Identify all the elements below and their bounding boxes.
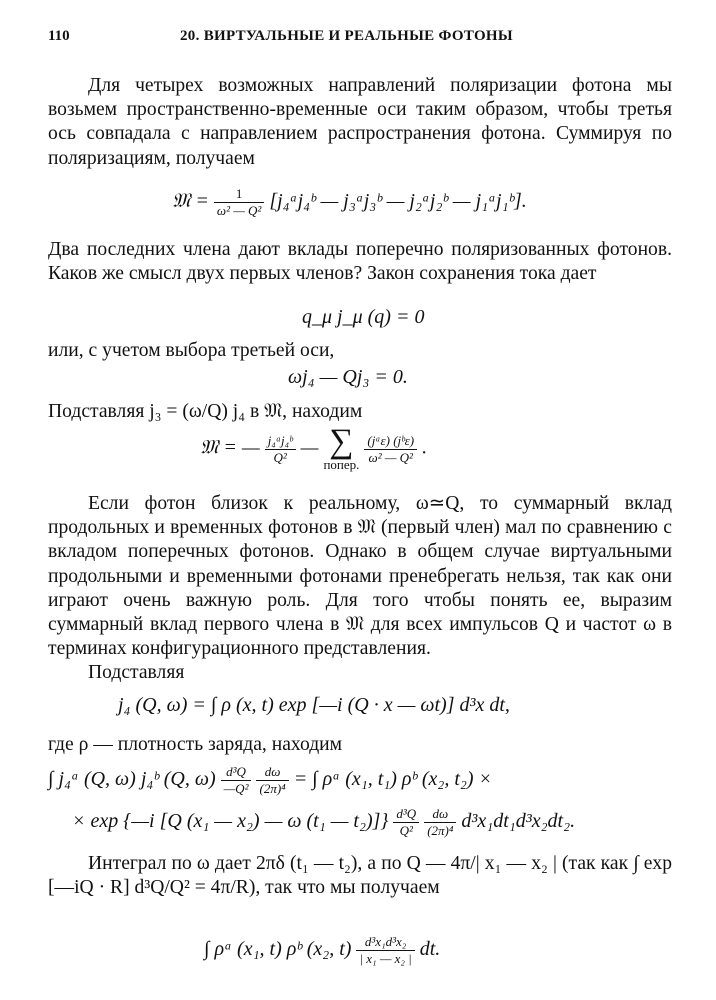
- numerator: d³x₁d³x₂: [356, 934, 414, 951]
- fraction-transverse: [364, 433, 417, 466]
- formula-rhs: [j₄ᵃj₄ᵇ — j₃ᵃj₃ᵇ — j₂ᵃj₂ᵇ — j₁ᵃj₁ᵇ].: [269, 190, 527, 213]
- fraction: [214, 186, 264, 219]
- denominator: (2π)⁴: [427, 823, 454, 838]
- fraction: [356, 934, 414, 967]
- numerator: dω: [424, 806, 456, 823]
- paragraph-polarization: Для четырех возможных направлений поляризации фотона мы возьмем пространственно-временные оси таким образом, чтобы третья ось совпадала с направлением распространения фотона. Суммируя по поляризациям, получаем: [48, 75, 672, 169]
- running-title: 20. ВИРТУАЛЬНЫЕ И РЕАЛЬНЫЕ ФОТОНЫ: [180, 28, 513, 44]
- numerator: j₄ᵃj₄ᵇ: [265, 433, 296, 450]
- numerator: 1: [214, 186, 264, 203]
- paragraph-substituting-2: Подставляя: [88, 662, 185, 683]
- formula-m-sum-polarizations: [172, 186, 527, 219]
- formula-part: dt.: [419, 938, 441, 961]
- sum-transverse: [323, 423, 360, 472]
- sigma-symbol: ∑: [329, 423, 354, 460]
- paragraph-real-photon: Если фотон близок к реальному, ω≃Q, то суммарный вклад продольных и временных фотонов в 𝔐 (первый член) мал по сравнению с вкладом поперечных фотонов. Однако в общем случае виртуальными продольными и временными фотонами пренебрегать нельзя, так как они играют очень важную роль. Для того чтобы понять ее, выразим суммарный вклад первого члена в 𝔐 для всех импульсов Q и частот ω в терминах конфигурационного представления.: [48, 493, 672, 660]
- formula-lhs: 𝔐 =: [172, 190, 214, 213]
- formula-part: ∫ j₄ᵃ (Q, ω) j₄ᵇ (Q, ω): [48, 768, 221, 791]
- fraction: [256, 764, 288, 797]
- sum-subscript: попер.: [323, 457, 360, 472]
- formula-lhs: 𝔐 = —: [200, 436, 260, 459]
- paragraph-integral-omega: Интеграл по ω дает 2πδ (t₁ — t₂), а по Q — 4π/| x₁ — x₂ | (так как ∫ exp [—iQ · R] d³Q/Q² = 4π/R), так что мы получаем: [48, 853, 672, 899]
- running-header: [48, 28, 676, 52]
- fraction-longitudinal: [265, 433, 296, 466]
- minus-sign: —: [300, 436, 324, 459]
- numerator: (jᵃε) (jᵇε): [364, 433, 417, 450]
- denominator: ω² — Q²: [368, 449, 413, 465]
- formula-part: ∫ ρᵃ (x₁, t) ρᵇ (x₂, t): [204, 938, 357, 961]
- formula-integral-line1: [48, 764, 492, 797]
- formula-final: [204, 934, 440, 967]
- page-number: 110: [48, 28, 70, 44]
- paragraph-third-axis: или, с учетом выбора третьей оси,: [48, 340, 335, 361]
- denominator: (2π)⁴: [259, 781, 286, 796]
- numerator: d³Q: [221, 764, 252, 781]
- formula-third-axis: ωj₄ — Qj₃ = 0.: [288, 366, 408, 388]
- formula-j4-fourier: j₄ (Q, ω) = ∫ ρ (x, t) exp [—i (Q · x — ωt)] d³x dt,: [118, 694, 510, 716]
- fraction: [393, 806, 419, 839]
- fraction: [424, 806, 456, 839]
- paragraph-substituting: Подставляя j₃ = (ω/Q) j₄ в 𝔐, находим: [48, 401, 363, 422]
- denominator: ω² — Q²: [216, 203, 262, 218]
- fraction: [221, 764, 252, 797]
- denominator: Q²: [399, 823, 413, 838]
- denominator: | x₁ — x₂ |: [359, 951, 412, 966]
- paragraph-transverse: Два последних члена дают вклады поперечно поляризованных фотонов. Каков же смысл двух первых членов? Закон сохранения тока дает: [48, 239, 672, 285]
- formula-part: d³x₁dt₁d³x₂dt₂.: [461, 810, 576, 833]
- numerator: dω: [256, 764, 288, 781]
- denominator: Q²: [273, 449, 287, 465]
- paragraph-charge-density: где ρ — плотность заряда, находим: [48, 734, 343, 755]
- formula-current-conservation: q_μ j_μ (q) = 0: [302, 306, 425, 328]
- formula-m-split: [200, 423, 428, 472]
- formula-part: = ∫ ρᵃ (x₁, t₁) ρᵇ (x₂, t₂) ×: [293, 768, 493, 791]
- numerator: d³Q: [393, 806, 419, 823]
- denominator: —Q²: [223, 781, 249, 796]
- formula-integral-line2: [72, 806, 575, 839]
- formula-part: × exp {—i [Q (x₁ — x₂) — ω (t₁ — t₂)]}: [72, 810, 394, 833]
- formula-end: .: [422, 436, 428, 459]
